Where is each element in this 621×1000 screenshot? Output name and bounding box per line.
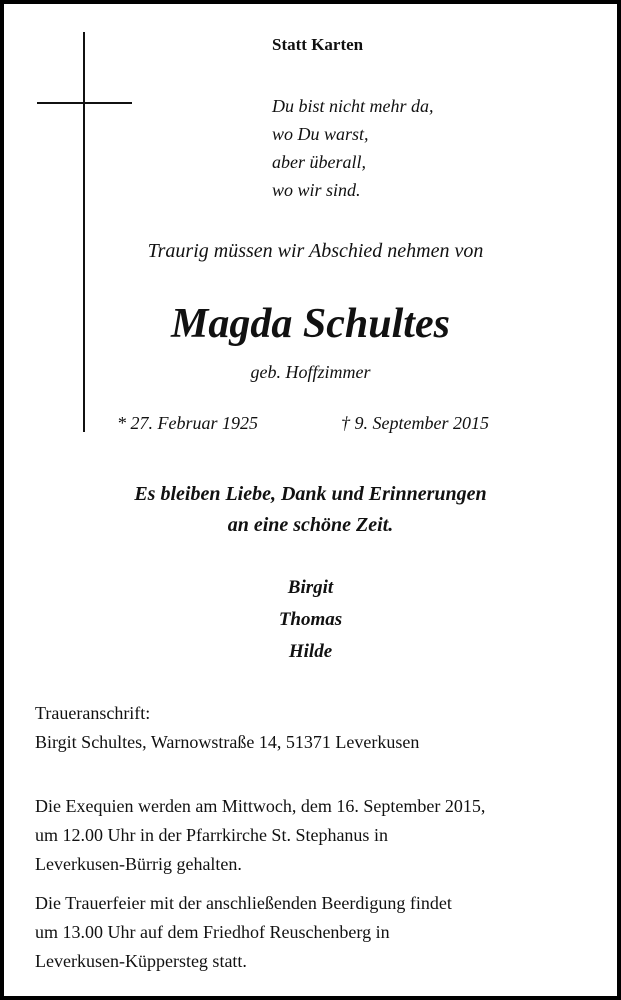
cross-icon-bar — [37, 102, 132, 104]
poem-line: wo Du warst, — [272, 124, 369, 144]
motto-line: an eine schöne Zeit. — [227, 514, 394, 536]
header-text: Statt Karten — [272, 35, 364, 54]
deceased-name: Magda Schultes — [171, 301, 450, 347]
mourner-name: Birgit — [287, 577, 334, 598]
mourners — [4, 572, 617, 668]
death-date: † 9. September 2015 — [341, 413, 489, 433]
mourning-address — [35, 699, 419, 757]
exequies-line: Leverkusen-Bürrig gehalten. — [35, 854, 242, 874]
funeral-info — [35, 889, 452, 976]
funeral-line: Die Trauerfeier mit der anschließenden Beerdigung findet — [35, 893, 452, 913]
exequies-line: Die Exequien werden am Mittwoch, dem 16. September 2015, — [35, 796, 486, 816]
funeral-line: um 13.00 Uhr auf dem Friedhof Reuschenberg in — [35, 922, 390, 942]
poem-line: Du bist nicht mehr da, — [272, 96, 434, 116]
poem-line: wo wir sind. — [272, 180, 361, 200]
motto-line: Es bleiben Liebe, Dank und Erinnerungen — [134, 483, 487, 505]
address-line: Birgit Schultes, Warnowstraße 14, 51371 Leverkusen — [35, 732, 420, 752]
poem — [272, 92, 434, 204]
exequies-line: um 12.00 Uhr in der Pfarrkirche St. Stephanus in — [35, 825, 388, 845]
mourner-name: Hilde — [288, 641, 333, 662]
funeral-line: Leverkusen-Küppersteg statt. — [35, 951, 247, 971]
motto — [4, 479, 617, 541]
intro-text: Traurig müssen wir Abschied nehmen von — [147, 240, 484, 262]
poem-line: aber überall, — [272, 152, 366, 172]
exequies-info — [35, 792, 485, 879]
birth-date: * 27. Februar 1925 — [117, 413, 258, 433]
birth-name: geb. Hoffzimmer — [250, 362, 371, 382]
mourner-name: Thomas — [278, 609, 343, 630]
address-line: Traueranschrift: — [35, 703, 151, 723]
